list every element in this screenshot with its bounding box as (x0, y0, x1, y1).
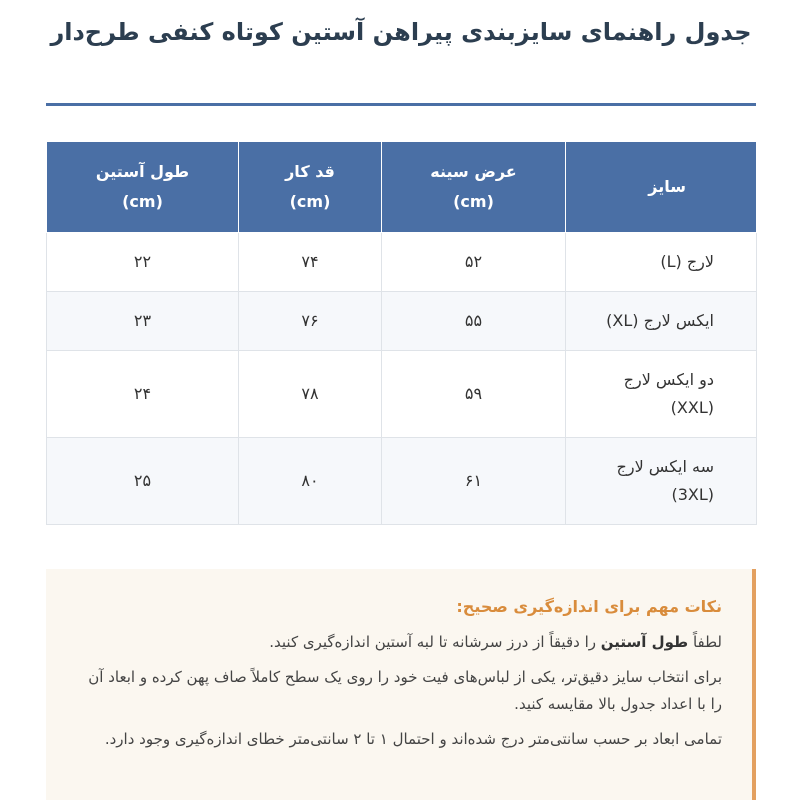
note-text: را دقیقاً از درز سرشانه تا لبه آستین اندازه‌گیری کنید. (269, 633, 601, 651)
sleeve-cell: ۲۴ (47, 351, 239, 438)
header-chest (382, 142, 566, 233)
header-sleeve-unit: (cm) (122, 192, 163, 211)
note-item (86, 629, 722, 656)
note-item: تمامی ابعاد بر حسب سانتی‌متر درج شده‌اند و احتمال ۱ تا ۲ سانتی‌متر خطای اندازه‌گیری وجود دارد. (104, 730, 722, 748)
header-sleeve (47, 142, 239, 233)
table-row (47, 351, 757, 438)
header-length (239, 142, 382, 233)
length-cell: ۷۸ (239, 351, 382, 438)
table-row (47, 233, 757, 292)
chest-cell: ۶۱ (382, 438, 566, 525)
sleeve-cell: ۲۲ (47, 233, 239, 292)
chest-cell: ۵۹ (382, 351, 566, 438)
note-emphasis: طول آستین (600, 633, 689, 651)
notes-title: نکات مهم برای اندازه‌گیری صحیح: (456, 597, 722, 616)
chest-cell: ۵۵ (382, 292, 566, 351)
table-row (47, 292, 757, 351)
header-size (566, 142, 757, 233)
header-size-label: سایز (648, 177, 686, 196)
sleeve-cell: ۲۵ (47, 438, 239, 525)
header-length-label: قد کار (285, 162, 335, 181)
note-item: برای انتخاب سایز دقیق‌تر، یکی از لباس‌های فیت خود را روی یک سطح کاملاً صاف پهن کرده و ابعاد آن را با اعداد جدول بالا مقایسه کنید. (88, 668, 722, 713)
length-cell: ۷۴ (239, 233, 382, 292)
header-length-unit: (cm) (289, 192, 331, 211)
length-cell: ۸۰ (239, 438, 382, 525)
title-divider (46, 103, 756, 106)
header-chest-label: عرض سینه (430, 162, 517, 181)
size-cell: ایکس لارج (XL) (566, 292, 757, 351)
length-cell: ۷۶ (239, 292, 382, 351)
size-cell: لارج (L) (566, 233, 757, 292)
header-chest-unit: (cm) (453, 192, 494, 211)
sleeve-cell: ۲۳ (47, 292, 239, 351)
table-header-row (47, 142, 757, 233)
page-title: جدول راهنمای سایزبندی پیراهن آستین کوتاه کنفی طرح‌دار (50, 18, 752, 46)
size-cell: سه ایکس لارج (3XL) (566, 438, 757, 525)
header-sleeve-label: طول آستین (95, 162, 190, 181)
table-row (47, 438, 757, 525)
chest-cell: ۵۲ (382, 233, 566, 292)
note-text: لطفاً (688, 633, 722, 651)
size-table (46, 141, 757, 525)
measurement-notes-box (46, 569, 756, 800)
size-cell: دو ایکس لارج (XXL) (566, 351, 757, 438)
